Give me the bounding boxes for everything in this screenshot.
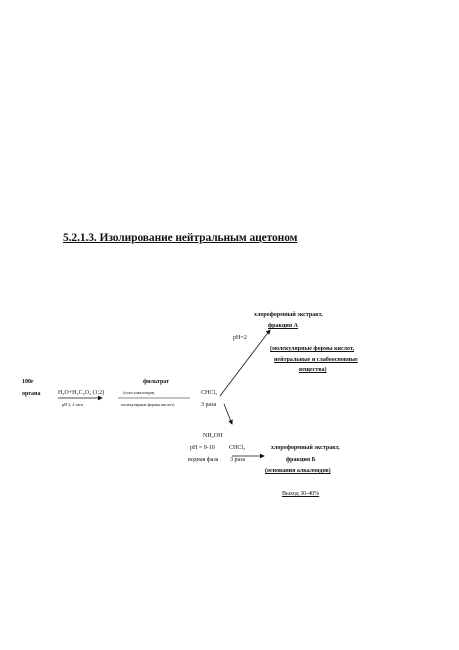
arrow-to-aqueous xyxy=(224,404,232,424)
yield-label: Выход 30-40% xyxy=(282,491,320,497)
reagent-conditions: pH 3, 2 часа xyxy=(62,402,84,407)
reagent-formula: H₂O+H₂C₂O₄ (1:2) xyxy=(58,390,105,396)
filtrate-note-2: молекулярные формы кислот) xyxy=(121,402,175,407)
extract-a-note-3: вещества) xyxy=(299,367,327,373)
extract-a-line-2: фракция А xyxy=(268,323,298,329)
times-label-1: 3 раза xyxy=(201,402,217,408)
filtrate-note-1: (соли алкалоидов, xyxy=(123,390,156,395)
start-amount: 100г xyxy=(22,379,34,385)
times-label-2: 3 раза xyxy=(230,457,246,463)
extract-a-note-1: (молекулярные формы кислот, xyxy=(270,346,354,352)
extract-b-note: (основания алкалоидов) xyxy=(265,468,331,474)
chcl3-label-2: CHCl₃ xyxy=(229,445,246,451)
ammonia-label: NH₄OH xyxy=(203,433,223,439)
start-material: органа xyxy=(22,391,41,397)
extract-a-line-1: хлороформный экстракт, xyxy=(254,312,323,318)
extract-b-line-1: хлороформный экстракт, xyxy=(271,445,340,451)
ph-base-label: pH = 9-10 xyxy=(190,445,215,451)
section-heading: 5.2.1.3. Изолирование нейтральным ацетоном xyxy=(63,232,298,244)
ph-acid-label: pH=2 xyxy=(233,335,247,341)
extract-b-line-2: фракция Б xyxy=(286,457,316,463)
chcl3-label-1: CHCl₃ xyxy=(201,390,218,396)
aqueous-phase-label: водная фаза xyxy=(188,457,219,463)
filtrate-label: фильтрат xyxy=(143,379,170,385)
extract-a-note-2: нейтральные и слабоосновные xyxy=(274,357,358,363)
